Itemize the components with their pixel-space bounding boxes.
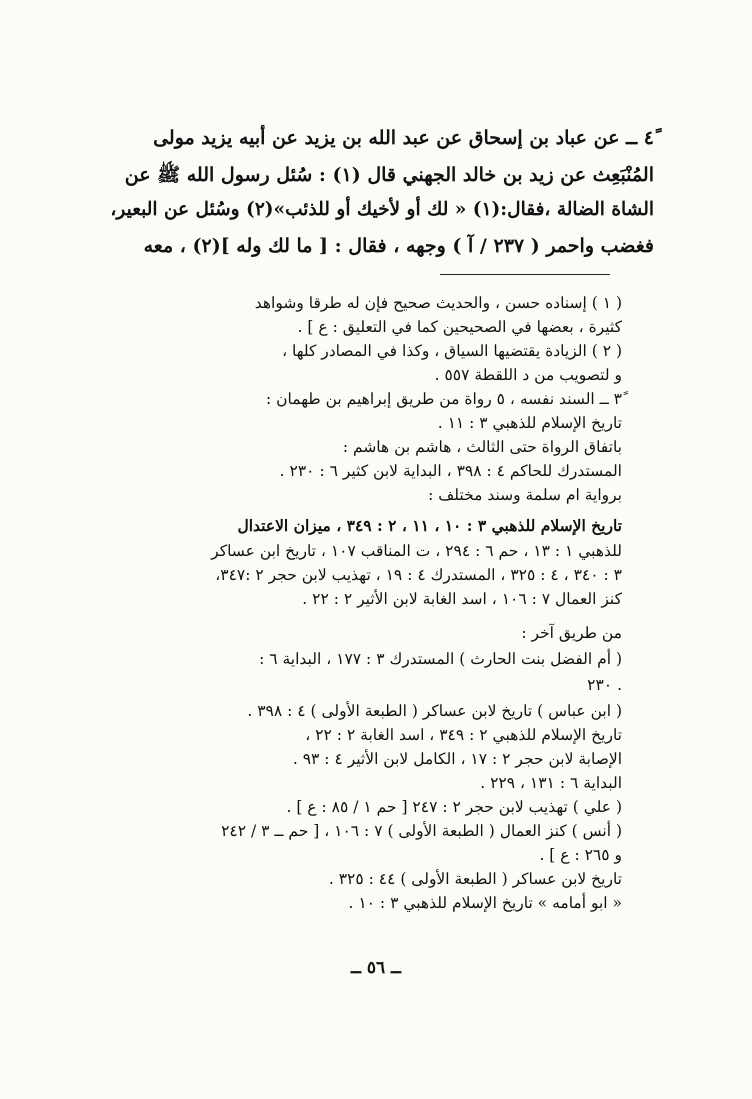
footnote-3-line-14: تاريخ الإسلام للذهبي ٢ : ٣٤٩ ، اسد الغابة ٢ : ٢٢ ، (305, 726, 622, 744)
footnote-3-line-7: للذهبي ١ : ١٣ ، حم ٦ : ٢٩٤ ، ت المناقب ١٠٧ ، تاريخ ابن عساكر (211, 542, 622, 560)
footnote-2-line-1: ( ٢ ) الزيادة يقتضيها السياق ، وكذا في المصادر كلها ، (282, 342, 622, 360)
footnote-3-line-20: تاريخ لابن عساكر ( الطبعة الأولى ) ٤٤ : ٣٢٥ . (328, 870, 622, 888)
footnote-3-line-16: البداية ٦ : ١٣١ ، ٢٢٩ . (480, 774, 622, 792)
footnote-3-line-19: و ٢٦٥ : ع ] . (539, 846, 622, 864)
footnote-2-line-2: و لتصويب من د اللقطة ٥٥٧ . (434, 366, 622, 384)
main-text-line-1: ٤ً ــ عن عباد بن إسحاق عن عبد الله بن يزيد عن أبيه يزيد مولى (153, 127, 654, 149)
footnote-3-line-17: ( علي ) تهذيب لابن حجر ٢ : ٢٤٧ [ حم ١ / ٨٥ : ع ] . (286, 798, 622, 816)
footnote-1-line-1: ( ١ ) إسناده حسن ، والحديث صحيح فإن له طرقا وشواهد (254, 294, 622, 312)
main-text-line-3: الشاة الضالة ،فقال:(١) « لك أو لأخيك أو للذئب»(٢) وسُئل عن البعير، (110, 199, 654, 220)
footnote-3-line-18: ( أنس ) كنز العمال ( الطبعة الأولى ) ٧ : ١٠٦ ، [ حم ــ ٣ / ٢٤٢ (221, 822, 622, 840)
footnote-3-line-15: الإصابة لابن حجر ٢ : ١٧ ، الكامل لابن الأثير ٤ : ٩٣ . (292, 750, 622, 768)
footnote-3-line-5: برواية ام سلمة وسند مختلف : (428, 486, 622, 504)
footnote-3-line-12: . ٢٣٠ (587, 676, 622, 694)
main-text-line-2: المُنْبَعِث عن زيد بن خالد الجهني قال (١) : سُئل رسول الله ﷺ عن (124, 164, 654, 186)
footnote-3-line-11: ( أم الفضل بنت الحارث ) المستدرك ٣ : ١٧٧ ، البداية ٦ : (259, 650, 622, 668)
footnote-3-line-2: تاريخ الإسلام للذهبي ٣ : ١١ . (437, 414, 622, 432)
footnote-3-line-21: « ابو أمامه » تاريخ الإسلام للذهبي ٣ : ١٠ . (348, 894, 622, 912)
footnote-3-line-1: ٣ً ــ السند نفسه ، ٥ رواة من طريق إبراهيم بن طهمان : (266, 390, 622, 408)
footnote-3-line-8: ٣ : ٣٤٠ ، ٤ : ٣٢٥ ، المستدرك ٤ : ١٩ ، تهذيب لابن حجر ٢ :٣٤٧، (215, 566, 622, 584)
footnote-3-line-6: تاريخ الإسلام للذهبي ٣ : ١٠ ، ١١ ، ٢ : ٣٤٩ ، ميزان الاعتدال (237, 516, 622, 535)
footnote-3-line-3: باتفاق الرواة حتى الثالث ، هاشم بن هاشم : (342, 438, 622, 456)
footnote-3-line-13: ( ابن عباس ) تاريخ لابن عساكر ( الطبعة الأولى ) ٤ : ٣٩٨ . (247, 702, 622, 720)
footnote-3-line-10: من طريق آخر : (521, 624, 622, 642)
page-number: ــ ٥٦ ــ (350, 958, 402, 978)
footnote-3-line-9: كنز العمال ٧ : ١٠٦ ، اسد الغابة لابن الأثير ٢ : ٢٢ . (302, 590, 622, 608)
footnote-separator (440, 274, 610, 275)
footnote-3-line-4: المستدرك للحاكم ٤ : ٣٩٨ ، البداية لابن كثير ٦ : ٢٣٠ . (279, 462, 622, 480)
main-text-line-4: فغضب واحمر ( ٢٣٧ / آ ) وجهه ، فقال : [ ما لك وله ](٢) ، معه (143, 235, 654, 257)
footnote-1-line-2: كثيرة ، بعضها في الصحيحين كما في التعليق : ع ] . (297, 318, 622, 336)
